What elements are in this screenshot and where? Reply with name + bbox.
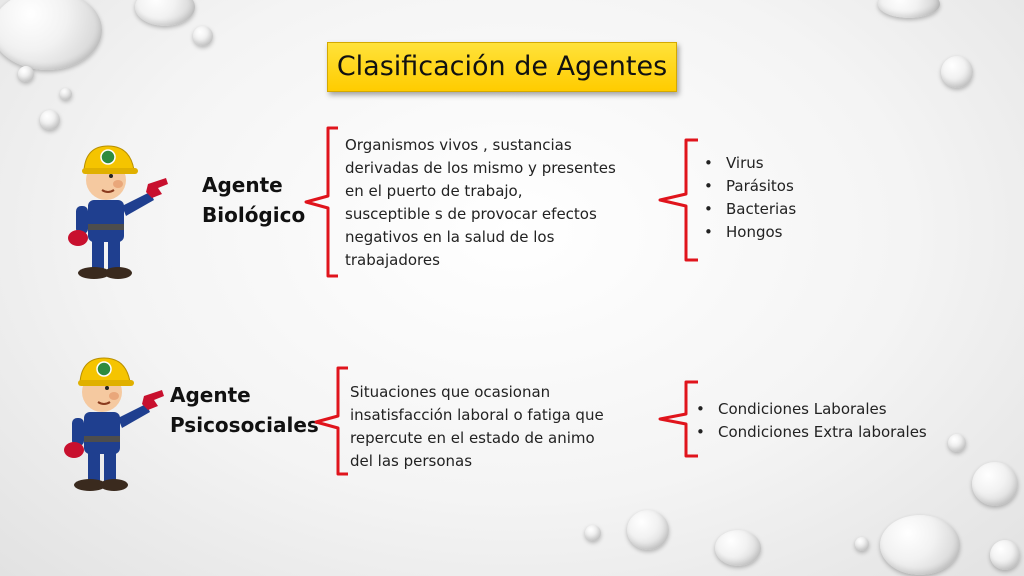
water-drop-icon	[715, 530, 761, 566]
description-psicosociales	[350, 381, 640, 473]
description-biologico	[345, 134, 635, 272]
description-line: negativos en la salud de los	[345, 228, 555, 246]
list-item: • Virus	[700, 152, 796, 175]
agent-label-biologico	[202, 170, 305, 230]
page-title: Clasificación de Agentes	[327, 42, 677, 92]
water-drop-icon	[40, 110, 60, 130]
brace-icon	[302, 126, 342, 278]
description-line: insatisfacción laboral o fatiga que	[350, 406, 604, 424]
water-drop-icon	[60, 88, 72, 100]
agent-label-line: Agente	[170, 383, 251, 407]
water-drop-icon	[948, 434, 966, 452]
agent-label-line: Biológico	[202, 203, 306, 227]
water-drop-icon	[585, 525, 601, 541]
water-drop-icon	[990, 540, 1020, 570]
worker-pointing-icon	[62, 140, 174, 282]
description-line: trabajadores	[345, 251, 440, 269]
water-drop-icon	[878, 0, 940, 18]
water-drop-icon	[0, 0, 102, 70]
agent-label-line: Psicosociales	[170, 413, 319, 437]
water-drop-icon	[193, 26, 213, 46]
water-drop-icon	[880, 515, 960, 575]
description-line: del las personas	[350, 452, 473, 470]
water-drop-icon	[18, 66, 34, 82]
list-item: • Condiciones Extra laborales	[692, 421, 927, 444]
description-line: repercute en el estado de animo	[350, 429, 595, 447]
agent-label-psicosociales	[170, 380, 319, 440]
description-line: Situaciones que ocasionan	[350, 383, 551, 401]
examples-list-biologico	[700, 152, 796, 244]
water-drop-icon	[135, 0, 195, 26]
agent-label-line: Agente	[202, 173, 283, 197]
description-line: Organismos vivos , sustancias	[345, 136, 572, 154]
water-drop-icon	[855, 537, 869, 551]
water-drop-icon	[627, 510, 669, 550]
worker-pointing-icon	[58, 352, 170, 494]
list-item: • Hongos	[700, 221, 796, 244]
water-drop-icon	[941, 56, 973, 88]
description-line: en el puerto de trabajo,	[345, 182, 523, 200]
water-drop-icon	[972, 462, 1018, 506]
description-line: susceptible s de provocar efectos	[345, 205, 597, 223]
examples-list-psicosociales	[692, 398, 927, 444]
brace-icon	[656, 138, 702, 262]
list-item: • Bacterias	[700, 198, 796, 221]
brace-icon	[312, 366, 352, 476]
list-item: • Condiciones Laborales	[692, 398, 927, 421]
list-item: • Parásitos	[700, 175, 796, 198]
description-line: derivadas de los mismo y presentes	[345, 159, 616, 177]
